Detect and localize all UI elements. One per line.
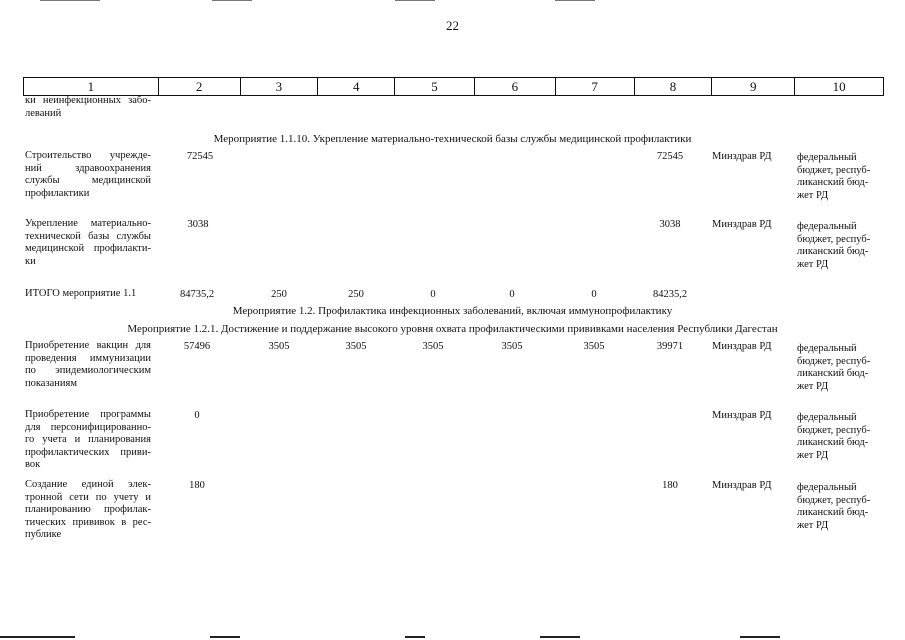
funding-source: федеральный бюджет, респуб-ликанский бюд-жет РД (797, 343, 871, 392)
cell-col2: 0 (194, 410, 200, 421)
subsection-title: Мероприятие 1.2.1. Достижение и поддержание высокого уровня охвата профилактическими прививками населения Республики Дагестан (127, 323, 778, 335)
bottom-edge-line (210, 636, 240, 638)
total-col7: 0 (591, 289, 597, 300)
cell-col4: 3505 (345, 341, 367, 352)
cell-col2: 72545 (186, 151, 214, 162)
cell-col8: 180 (662, 480, 678, 491)
cell-col8: 39971 (656, 341, 684, 352)
bottom-edge-line (405, 636, 425, 638)
cell-col6: 3505 (501, 341, 523, 352)
header-cell: 3 (241, 78, 319, 95)
cell-col2: 3038 (187, 219, 209, 230)
cell-col2: 180 (189, 480, 205, 491)
header-cell: 7 (556, 78, 635, 95)
bottom-edge-line (0, 636, 75, 638)
top-edge-line (212, 0, 252, 1)
funding-source: федеральный бюджет, респуб-ликанский бюд-жет РД (797, 482, 871, 531)
executor: Минздрав РД (712, 219, 772, 230)
cell-col8: 3038 (659, 219, 681, 230)
funding-source: федеральный бюджет, респуб-ликанский бюд-жет РД (797, 221, 871, 270)
funding-source: федеральный бюджет, респуб-ликанский бюд-жет РД (797, 152, 871, 201)
cell-col3: 3505 (268, 341, 290, 352)
total-col4: 250 (348, 289, 364, 300)
header-cell: 5 (395, 78, 475, 95)
top-edge-line (395, 0, 435, 1)
continued-row-name: ки неинфекционных забо-леваний (25, 95, 151, 119)
row-name: Строительство учрежде-ний здравоохранения службы медицинской профилактики (25, 150, 151, 199)
executor: Минздрав РД (712, 480, 772, 491)
total-row-name: ИТОГО мероприятие 1.1 (25, 288, 137, 299)
header-cell: 8 (635, 78, 713, 95)
cell-col2: 57496 (183, 341, 211, 352)
funding-source: федеральный бюджет, респуб-ликанский бюд-жет РД (797, 412, 871, 461)
cell-col8: 72545 (656, 151, 684, 162)
row-name: Приобретение программы для персонифицированно-го учета и планирования профилактических приви-вок (25, 409, 151, 470)
bottom-edge-line (540, 636, 580, 638)
subsection-title: Мероприятие 1.1.10. Укрепление материально-технической базы службы медицинской профилактики (213, 133, 692, 145)
header-cell: 1 (24, 78, 159, 95)
table-header-row (23, 77, 884, 96)
top-edge-line (40, 0, 100, 1)
header-cell: 9 (712, 78, 795, 95)
total-col5: 0 (430, 289, 436, 300)
top-edge-line (555, 0, 595, 1)
total-col2: 84735,2 (179, 289, 215, 300)
header-cell: 4 (318, 78, 395, 95)
header-cell: 2 (159, 78, 241, 95)
header-cell: 6 (475, 78, 556, 95)
subsection-title: Мероприятие 1.2. Профилактика инфекционных заболеваний, включая иммунопрофилактику (232, 305, 673, 317)
page-number: 22 (446, 18, 459, 33)
total-col8: 84235,2 (652, 289, 688, 300)
cell-col7: 3505 (583, 341, 605, 352)
executor: Минздрав РД (712, 151, 772, 162)
row-name: Укрепление материально-технической базы службы медицинской профилакти-ки (25, 218, 151, 267)
total-col6: 0 (509, 289, 515, 300)
executor: Минздрав РД (712, 410, 772, 421)
total-col3: 250 (271, 289, 287, 300)
cell-col5: 3505 (422, 341, 444, 352)
header-cell: 10 (832, 79, 846, 94)
bottom-edge-line (740, 636, 780, 638)
row-name: Приобретение вакцин для проведения иммунизации по эпидемиологическим показаниям (25, 340, 151, 389)
executor: Минздрав РД (712, 341, 772, 352)
row-name: Создание единой элек-тронной сети по учету и планированию профилак-тических прививок в рес-публике (25, 479, 151, 540)
